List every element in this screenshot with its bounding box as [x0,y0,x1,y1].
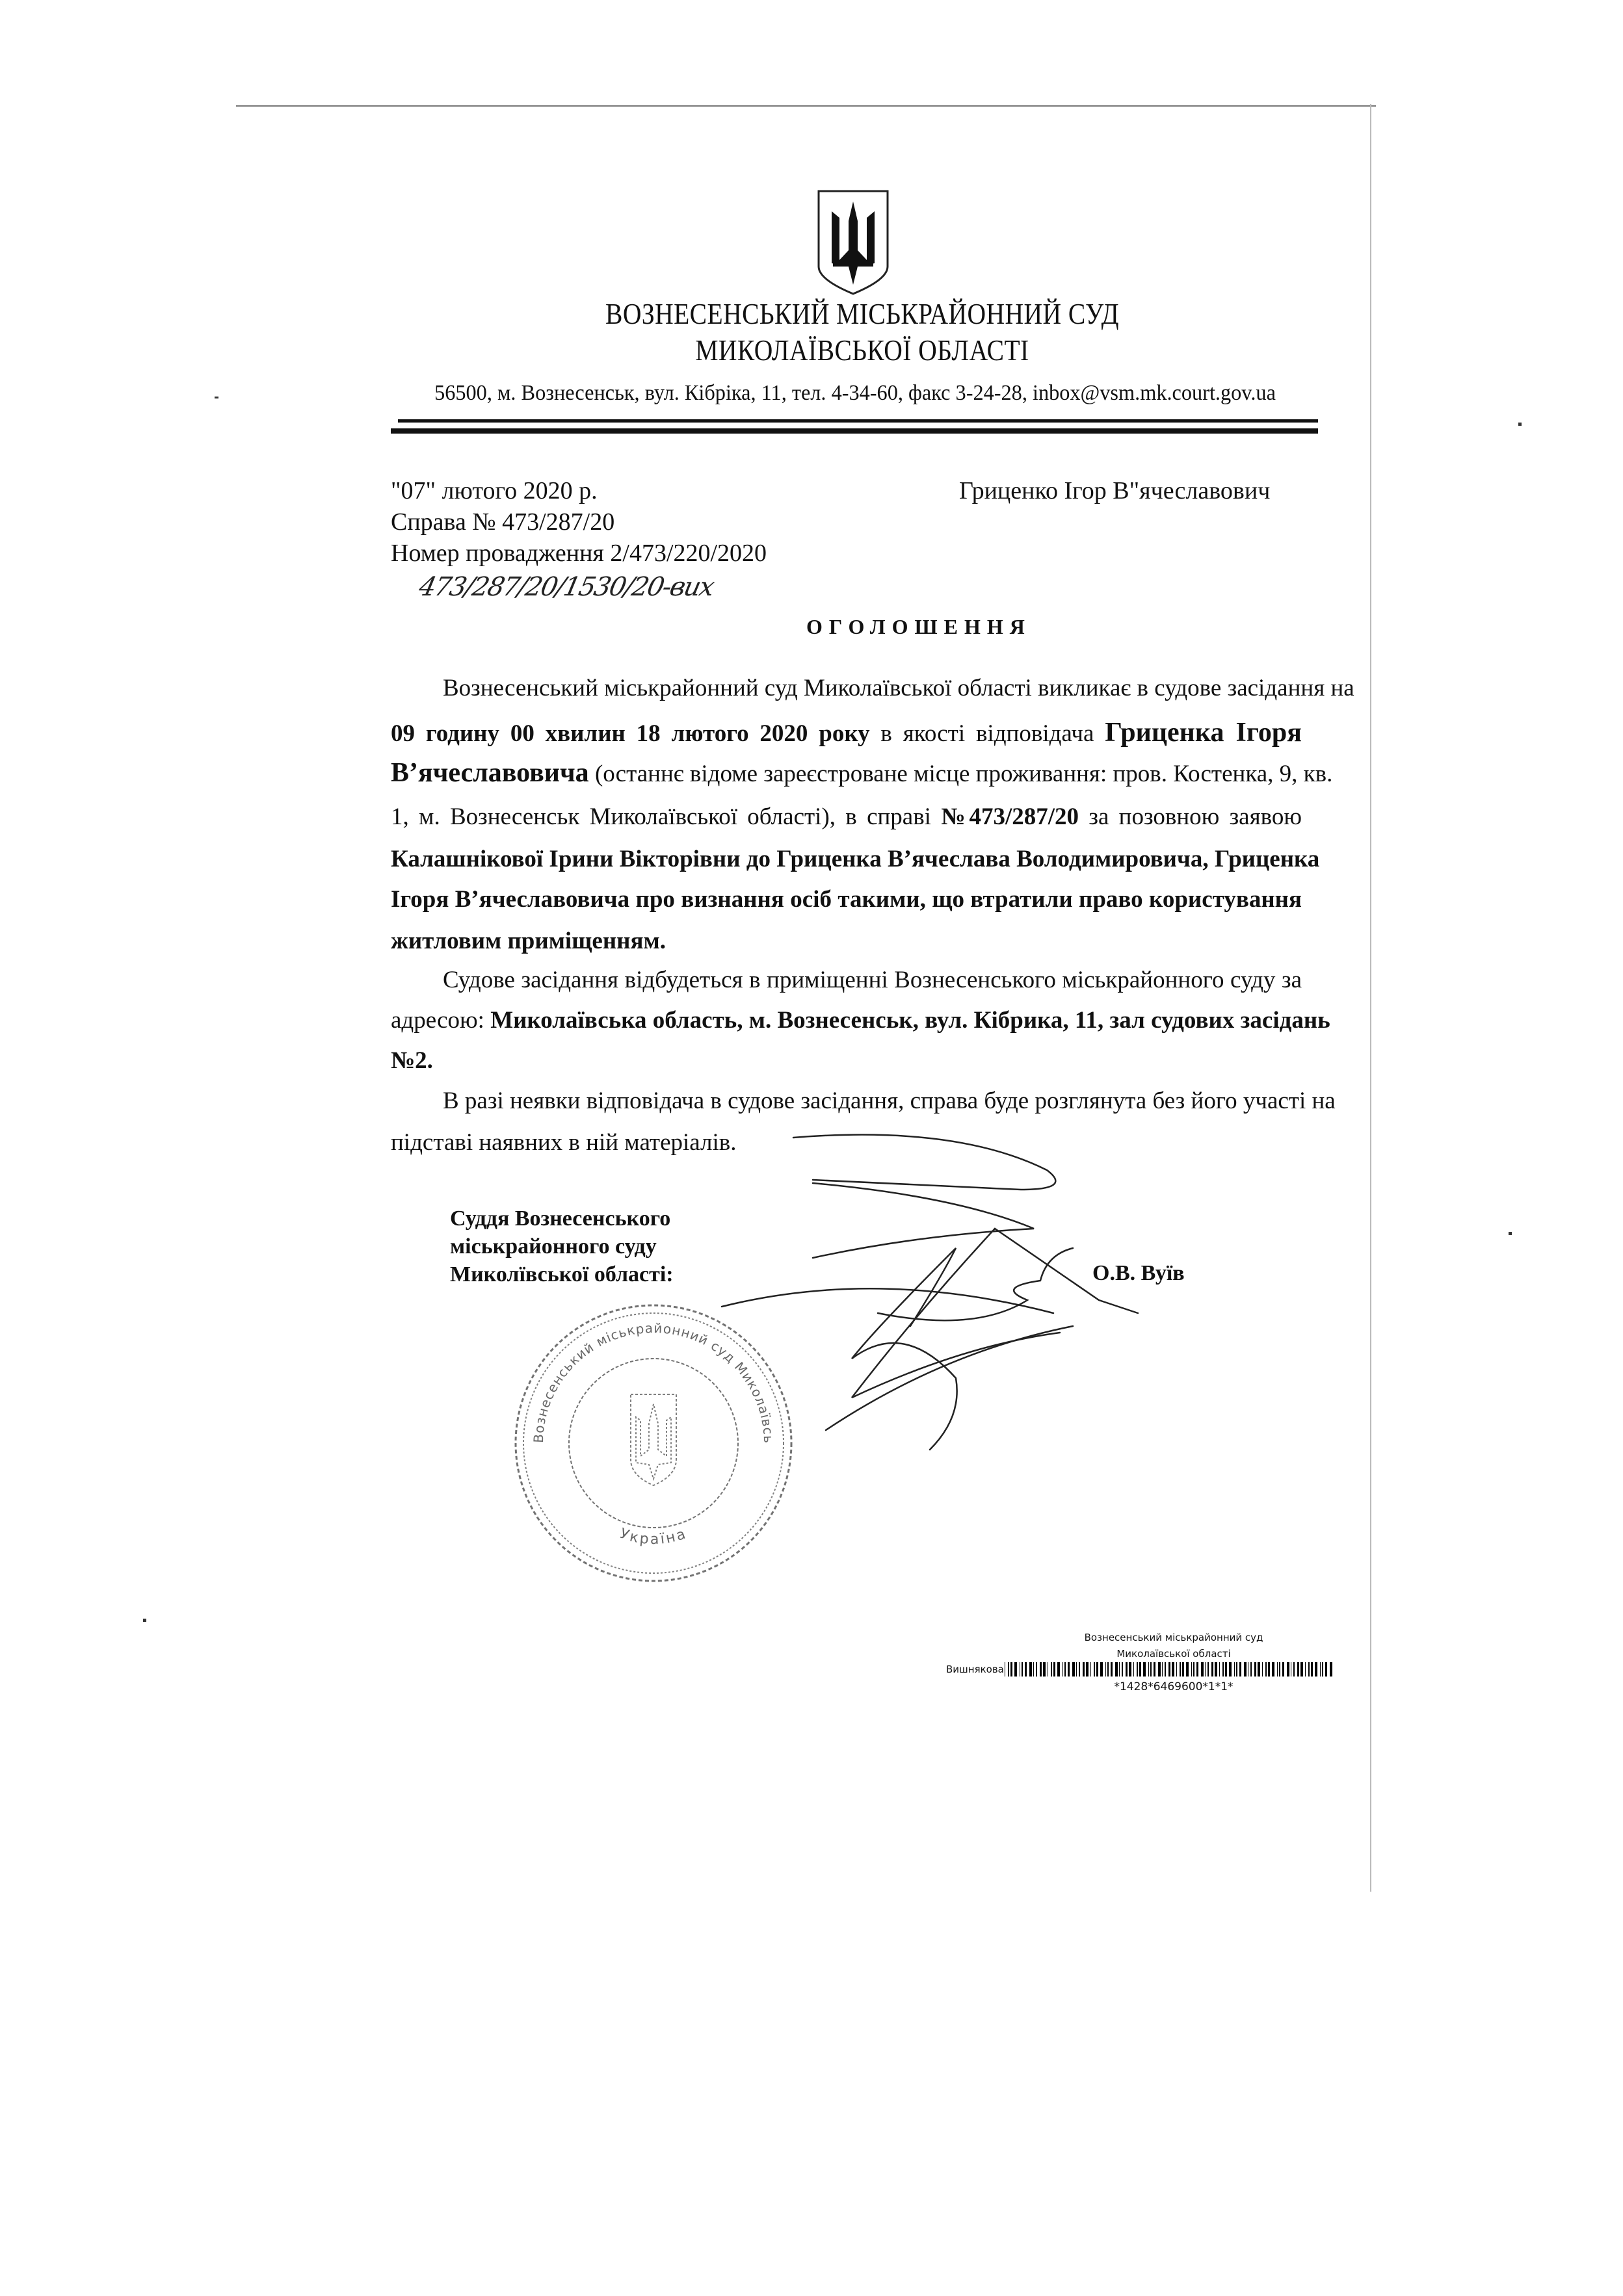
signature-title-line2: міськрайонного суду [450,1234,657,1259]
barcode-bar [1325,1662,1327,1676]
body-line [443,673,1354,704]
body-line [391,926,1302,957]
barcode-bar [1239,1662,1241,1676]
barcode-bar [1111,1662,1113,1676]
text: 1, м. Вознесенськ Миколаївської області), в справі [391,803,942,830]
barcode-bar [1150,1662,1152,1676]
svg-text:Вознесенський міськрайонний су [507,1297,776,1444]
barcode-bar [1215,1662,1217,1676]
barcode-bar [1133,1662,1134,1676]
barcode-bar [1029,1662,1032,1676]
barcode-bar [1268,1662,1270,1676]
barcode-bar [1043,1662,1046,1676]
barcode-bar [1086,1662,1089,1676]
barcode-bar [1096,1662,1098,1676]
barcode-bar [1207,1662,1209,1676]
bold-text: №2. [391,1047,433,1074]
barcode-bar [1297,1662,1299,1676]
barcode-bar [1025,1662,1027,1676]
barcode-bar [1168,1662,1170,1676]
proceeding-number: Номер провадження 2/473/220/2020 [391,540,767,567]
barcode-bar [1265,1662,1267,1676]
barcode-bar [1083,1662,1085,1676]
barcode-bar [1262,1662,1263,1676]
barcode-bar [1219,1662,1220,1676]
barcode-bar [1320,1662,1321,1676]
court-name-line1: ВОЗНЕСЕНСЬКИЙ МІСЬКРАЙОННИЙ СУД [605,297,1119,330]
barcode-bar [1205,1662,1206,1676]
barcode-bar [1008,1662,1009,1676]
body-line [391,717,1302,750]
barcode-bar [1014,1662,1017,1676]
barcode-bar [1322,1662,1323,1676]
barcode-bar [1258,1662,1260,1676]
barcode-icon [1005,1662,1336,1676]
barcode-bar [1033,1662,1034,1676]
barcode-bar [1244,1662,1247,1676]
barcode-bar [1053,1662,1055,1676]
signature-title-line3: Миколївської області: [450,1262,674,1286]
text: в якості відповідача [869,720,1105,747]
barcode-bar [1305,1662,1306,1676]
barcode-bar [1272,1662,1274,1676]
barcode-bar [1196,1662,1198,1676]
signature-title-line1: Суддя Вознесенського [450,1207,671,1231]
barcode-bar [1068,1662,1070,1676]
barcode-bar [1308,1662,1310,1676]
barcode-bar [1193,1662,1194,1676]
barcode-bar [1279,1662,1280,1676]
text: Судове засідання відбудеться в приміщенні Вознесенського міськрайонного суду за [443,967,1302,993]
text: (останнє відоме зареєстроване місце проживання: пров. Костенка, 9, кв. [588,761,1333,787]
barcode-bar [1126,1662,1128,1676]
barcode-caption-line2: Миколаївської області [1116,1648,1231,1660]
barcode-bar [1201,1662,1204,1676]
barcode-bar [1182,1662,1184,1676]
court-seal-stamp [507,1297,800,1589]
barcode-bar [1222,1662,1224,1676]
case-number: Справа № 473/287/20 [391,508,615,536]
barcode-bar [1225,1662,1227,1676]
header-divider-thick [391,428,1318,434]
barcode-bar [1229,1662,1232,1676]
barcode-bar [1176,1662,1177,1676]
bold-text: Ігоря В’ячеславовича про визнання осіб такими, що втратили право користування [391,886,1302,913]
body-line [391,844,1320,875]
text: підставі наявних в ній матеріалів. [391,1129,737,1156]
scan-top-border [236,105,1376,107]
barcode-bar [1090,1662,1091,1676]
barcode-operator: Вишнякова [946,1663,1004,1675]
barcode-bar [1186,1662,1189,1676]
barcode-bar [1057,1662,1060,1676]
barcode-bar [1022,1662,1023,1676]
text: Вознесенський міськрайонний суд Миколаївської області викликає в судове засідання на [443,675,1354,701]
bold-text: Гриценка Ігоря [1105,718,1302,748]
barcode-bar [1250,1662,1252,1676]
bold-text: №473/287/20 [941,803,1079,830]
scan-speck [1518,423,1522,426]
barcode-bar [1282,1662,1284,1676]
stamp-bottom-text: Україна [617,1525,690,1548]
scan-speck [215,397,218,398]
barcode-bar [1211,1662,1213,1676]
text: адресою: [391,1007,491,1034]
barcode-bar [1277,1662,1278,1676]
stamp-outer-text: Вознесенський міськрайонний суд Миколаївсь [530,1320,777,1444]
barcode-bar [1079,1662,1080,1676]
court-name-line2: МИКОЛАЇВСЬКОЇ ОБЛАСТІ [695,333,1029,367]
body-line [443,1086,1336,1117]
barcode-bar [1293,1662,1295,1676]
bold-text: 09 годину 00 хвилин 18 лютого 2020 року [391,720,870,747]
barcode-bar [1105,1662,1106,1676]
barcode-bar [1107,1662,1109,1676]
barcode-bar [1051,1662,1052,1676]
barcode-bar [1300,1662,1303,1676]
barcode-bar [1191,1662,1192,1676]
barcode-bar [1100,1662,1103,1676]
body-line [443,965,1302,996]
body-line [391,1045,1302,1076]
barcode-bar [1234,1662,1235,1676]
barcode-bar [1122,1662,1123,1676]
document-date: "07" лютого 2020 р. [391,477,598,504]
barcode-bar [1162,1662,1163,1676]
barcode-bar [1036,1662,1037,1676]
barcode-bar [1158,1662,1161,1676]
barcode-bar [1180,1662,1181,1676]
svg-text:Україна [618,1526,689,1548]
barcode-bar [1315,1662,1317,1676]
barcode-bar [1143,1662,1146,1676]
recipient-name: Гриценко Ігор В"ячеславович [959,477,1271,504]
barcode-bar [1076,1662,1077,1676]
barcode-bar [1062,1662,1063,1676]
court-address: 56500, м. Вознесенськ, вул. Кібріка, 11, тел. 4-34-60, факс 3-24-28, inbox@vsm.mk.court.gov.ua [434,381,1276,405]
bold-text: Калашнікової Ірини Вікторівни до Гриценка В’ячеслава Володимировича, Гриценка [391,846,1320,872]
barcode-bar [1165,1662,1166,1676]
barcode-bar [1115,1662,1118,1676]
barcode-caption-line1: Вознесенський міськрайонний суд [1084,1632,1263,1643]
header-divider-thin [398,419,1318,423]
ukraine-emblem-icon [816,189,890,296]
text: В разі неявки відповідача в судове засідання, справа буде розглянута без його участі на [443,1088,1336,1114]
scan-speck [143,1619,146,1622]
barcode-bar [1311,1662,1313,1676]
judge-name: О.В. Вуїв [1092,1261,1185,1285]
barcode-bar [1139,1662,1141,1676]
bold-text: В’ячеславовича [391,758,589,788]
barcode-bar [1129,1662,1131,1676]
barcode-bar [1172,1662,1174,1676]
barcode-bar [1287,1662,1289,1676]
barcode-bar [1330,1662,1332,1676]
handwritten-outgoing-number: 473/287/20/1530/20-вих [416,572,717,602]
body-line [391,1005,1330,1036]
barcode-bar [1148,1662,1149,1676]
barcode-number: *1428*6469600*1*1* [1114,1680,1234,1693]
bold-text: Миколаївська область, м. Вознесенськ, вул. Кібрика, 11, зал судових засідань [490,1007,1330,1034]
scan-speck [1509,1232,1512,1235]
barcode-bar [1064,1662,1066,1676]
barcode-bar [1040,1662,1042,1676]
barcode-bar [1119,1662,1120,1676]
bold-text: житловим приміщенням. [391,928,666,954]
barcode-bar [1254,1662,1256,1676]
document-heading: ОГОЛОШЕННЯ [806,615,1031,638]
body-line [391,802,1302,833]
scan-right-border [1370,104,1371,1892]
text: за позовною заявою [1079,803,1302,830]
barcode-bar [1154,1662,1155,1676]
barcode-bar [1094,1662,1095,1676]
body-line [391,757,1333,790]
barcode-bar [1137,1662,1138,1676]
body-line [391,884,1302,915]
barcode-bar [1072,1662,1075,1676]
barcode-bar [1236,1662,1237,1676]
barcode-bar [1010,1662,1012,1676]
